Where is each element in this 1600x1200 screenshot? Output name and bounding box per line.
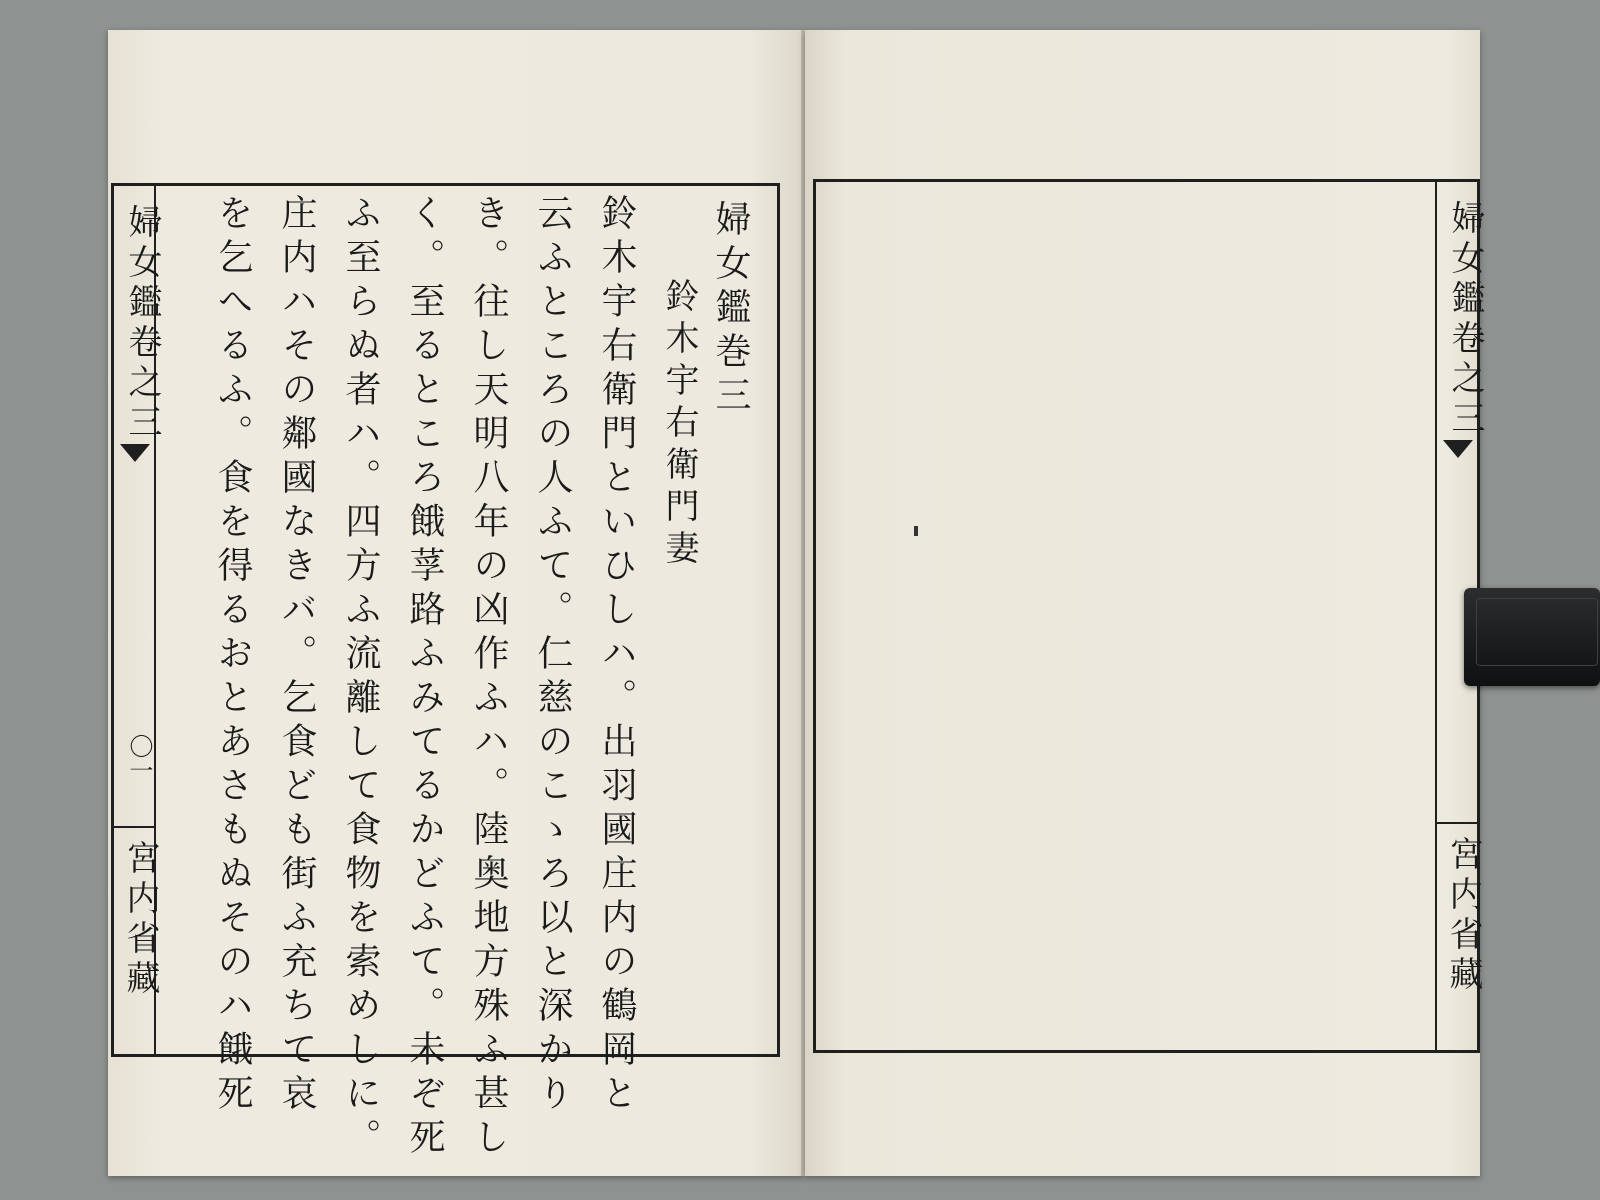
hashira-title: 婦女鑑卷之三	[1445, 200, 1485, 440]
publisher-mark: 宮内省藏	[1443, 836, 1483, 996]
hashira-title: 婦女鑑卷之三	[122, 204, 162, 444]
right-page	[805, 30, 1485, 1176]
page-number: 〇一	[125, 734, 153, 782]
page-clip-tab	[1464, 588, 1600, 686]
open-book	[108, 30, 1485, 1176]
left-page	[108, 30, 803, 1176]
fishtail-mark	[1443, 440, 1473, 458]
clip-inner	[1476, 598, 1598, 666]
right-page-frame	[813, 179, 1485, 1053]
text-column-3: き。往し天明八年の凶作ふハ。陸奥地方殊ふ甚し	[468, 194, 509, 1162]
text-column-1: 鈴木宇右衛門といひしハ。出羽國庄内の鶴岡と	[596, 194, 637, 1118]
text-column-2: 云ふところの人ふて。仁慈のこゝろ以と深かり	[532, 194, 573, 1118]
text-column-4: く。至るところ餓莩路ふみてるかどふて。未ぞ死	[404, 194, 445, 1162]
hashira-divider	[1437, 822, 1477, 824]
text-column-5: ふ至らぬ者ハ。四方ふ流離して食物を索めしに。	[340, 194, 381, 1162]
fishtail-mark	[120, 444, 150, 462]
text-column-7: を乞へるふ。食を得るおとあさもぬそのハ餓死	[212, 194, 253, 1118]
chapter-heading: 婦女鑑巻三	[710, 200, 751, 420]
text-column-6: 庄内ハその鄰國なきバ。乞食ども街ふ充ちて哀	[276, 194, 317, 1118]
left-hashira	[114, 186, 162, 1054]
story-title: 鈴木宇右衛門妻	[659, 278, 699, 572]
ink-speck	[914, 526, 918, 536]
publisher-mark: 宮内省藏	[120, 840, 160, 1000]
left-page-frame	[111, 183, 780, 1162]
hashira-divider	[114, 826, 154, 828]
